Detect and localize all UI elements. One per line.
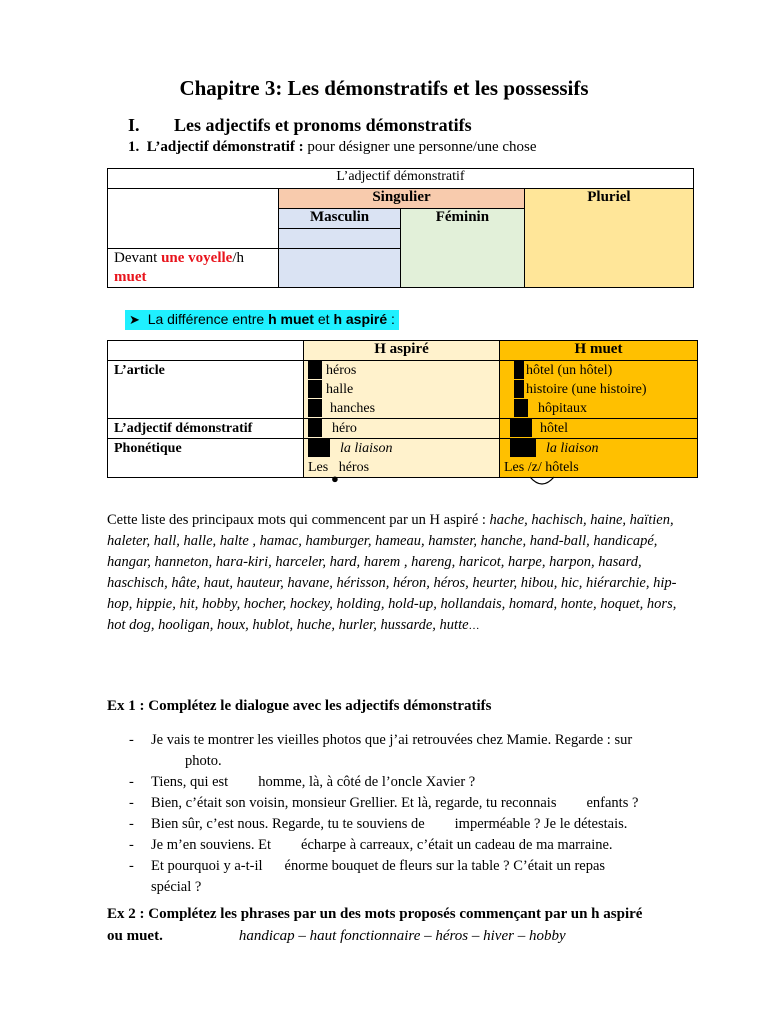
redaction-bar [514, 361, 524, 379]
dialogue-line: - Je m’en souviens. Et écharpe à carreaux, c’était un cadeau de ma marraine. [129, 837, 613, 853]
table2-corner [108, 341, 304, 361]
page-title: Chapitre 3: Les démonstratifs et les possessifs [179, 76, 589, 100]
redaction-bar [308, 399, 322, 417]
line-text: imperméable ? Je le détestais. [454, 816, 628, 832]
callout-et: et [313, 311, 334, 327]
line-text: spécial ? [151, 879, 202, 895]
table2-row-adj-label: L’adjectif démonstratif [108, 419, 304, 439]
liaison-arc-icon [528, 475, 556, 487]
redaction-bar [510, 439, 536, 457]
muet-word: hôpitaux [538, 401, 587, 416]
h-text: /h [232, 250, 244, 266]
table2-row-phon-label: Phonétique [108, 439, 304, 478]
voyelle-text: une voyelle [161, 250, 233, 266]
table1-pluriel: Pluriel [524, 189, 693, 288]
line-text: Et pourquoi y a-t-il [151, 858, 263, 874]
ex2-title-line2 [107, 928, 566, 945]
redaction-bar [510, 419, 532, 437]
redaction-bar [308, 361, 322, 379]
line-text: enfants ? [586, 795, 639, 811]
arrow-icon: ➤ [129, 312, 140, 327]
aspire-word: hanches [330, 401, 376, 416]
subsection-heading [128, 139, 537, 156]
demonstrative-table [107, 168, 694, 288]
line-text: Bien sûr, c’est nous. Regarde, tu te souviens de [151, 816, 425, 832]
dialogue-line: - Tiens, qui est homme, là, à côté de l’oncle Xavier ? [129, 774, 476, 790]
devant-text: Devant [114, 250, 162, 266]
table1-masculin-voyelle [279, 249, 401, 288]
dialogue-line: - Bien, c’était son voisin, monsieur Grellier. Et là, regarde, tu reconnais enfants ? [129, 795, 639, 811]
subsection-rest: pour désigner une personne/une chose [303, 139, 537, 155]
subsection-number: 1. [128, 139, 140, 155]
callout-h-muet: h muet [268, 311, 314, 327]
callout-post: : [387, 311, 395, 327]
list-intro: Cette liste des principaux mots qui commencent par un H aspiré : [107, 512, 490, 528]
table2-row-phon-muet [500, 439, 698, 478]
ex2-title: Ex 2 : Complétez les phrases par un des mots proposés commençant par un h aspiré [107, 906, 643, 922]
table2-row-phon-aspire [304, 439, 500, 486]
difference-callout [125, 310, 399, 330]
redaction-bar [308, 419, 322, 437]
table1-masculin: Masculin [279, 209, 401, 229]
phonetic-example: Les /z/ hôtels [504, 460, 579, 475]
table2-row-adj-aspire [304, 419, 500, 439]
table1-empty-cell [108, 189, 279, 249]
section-heading [128, 115, 472, 136]
redaction-bar [514, 380, 524, 398]
dialogue-line: - Je vais te montrer les vieilles photos que j’ai retrouvées chez Mamie. Regarde : sur photo. [129, 732, 633, 769]
line-text: écharpe à carreaux, c’était un cadeau de ma marraine. [301, 837, 613, 853]
redaction-bar [308, 439, 330, 457]
aspire-word: héros [326, 363, 357, 378]
muet-text: muet [114, 269, 147, 285]
table1-header: L’adjectif démonstratif [108, 169, 694, 189]
table2-row-adj-muet [500, 419, 698, 439]
dialogue-line: - Bien sûr, c’est nous. Regarde, tu te souviens de imperméable ? Je le détestais. [129, 816, 628, 832]
dialogue-line: - Et pourquoi y a-t-il énorme bouquet de fleurs sur la table ? C’était un repas spécial ? [129, 858, 606, 895]
ex1-title: Ex 1 : Complétez le dialogue avec les adjectifs démonstratifs [107, 698, 492, 714]
ex2-title-end: ou muet. [107, 928, 163, 944]
h-aspire-word-list [107, 510, 697, 637]
line-text: homme, là, à côté de l’oncle Xavier ? [258, 774, 476, 790]
liaison-text: la liaison [340, 441, 393, 456]
muet-word: hôtel (un hôtel) [526, 363, 613, 378]
table2-col-aspire: H aspiré [304, 341, 500, 361]
table1-masculin-blank [279, 229, 401, 249]
section-label: Les adjectifs et pronoms démonstratifs [174, 115, 472, 135]
table1-feminin: Féminin [400, 209, 524, 288]
line-text: Bien, c’était son voisin, monsieur Grellier. Et là, regarde, tu reconnais [151, 795, 557, 811]
callout-h-aspire: h aspiré [333, 311, 388, 327]
aspire-word: héro [332, 421, 357, 436]
table2-col-muet: H muet [500, 341, 698, 361]
table1-singulier: Singulier [279, 189, 525, 209]
list-ellipsis: … [468, 620, 480, 632]
liaison-text: la liaison [546, 441, 599, 456]
line-text: Tiens, qui est [151, 774, 229, 790]
no-liaison-icon: ● [331, 471, 339, 486]
line-text: énorme bouquet de fleurs sur la table ? C’était un repas [284, 858, 606, 874]
muet-word: histoire (une histoire) [526, 382, 647, 397]
line-text: Je vais te montrer les vieilles photos que j’ai retrouvées chez Mamie. Regarde : sur [151, 732, 633, 748]
phonetic-example: Les héros [308, 460, 370, 475]
redaction-bar [514, 399, 528, 417]
ex1-dialogue [107, 730, 707, 898]
table1-devant-cell [108, 249, 279, 288]
list-words: hache, hachisch, haine, haïtien, haleter, hall, halle, halte , hamac, hamburger, hameau, hamster, hanche, hand-ball, handicapé, hangar, hanneton, hara-kiri, harceler, hard, harem , hareng, haricot, harpe, harpon, hasard, haschisch, hâte, haut, hauteur, havane, hérisson, héron, héros, heurter, hibou, hic, hiérarchie, hip-hop, hippie, hit, hobby, hocher, hockey, holding, hold-up, hollandais, homard, honte, hoquet, hors, hot dog, hooligan, houx, hublot, huche, hurler, hussarde, hutte [107, 512, 677, 633]
line-text: Je m’en souviens. Et [151, 837, 272, 853]
redaction-bar [308, 380, 322, 398]
h-aspire-muet-table [107, 340, 698, 486]
callout-pre: La différence entre [147, 311, 269, 327]
subsection-bold: L’adjectif démonstratif : [146, 139, 304, 155]
table2-row-article-label: L’article [108, 361, 304, 419]
muet-word: hôtel [540, 421, 568, 436]
ex2-word-list: handicap – haut fonctionnaire – héros – hiver – hobby [238, 928, 566, 944]
aspire-word: halle [326, 382, 354, 397]
table2-row-article-aspire [304, 361, 500, 419]
table2-row-article-muet [500, 361, 698, 419]
line-text: photo. [185, 753, 222, 769]
section-number: I. [128, 115, 140, 135]
